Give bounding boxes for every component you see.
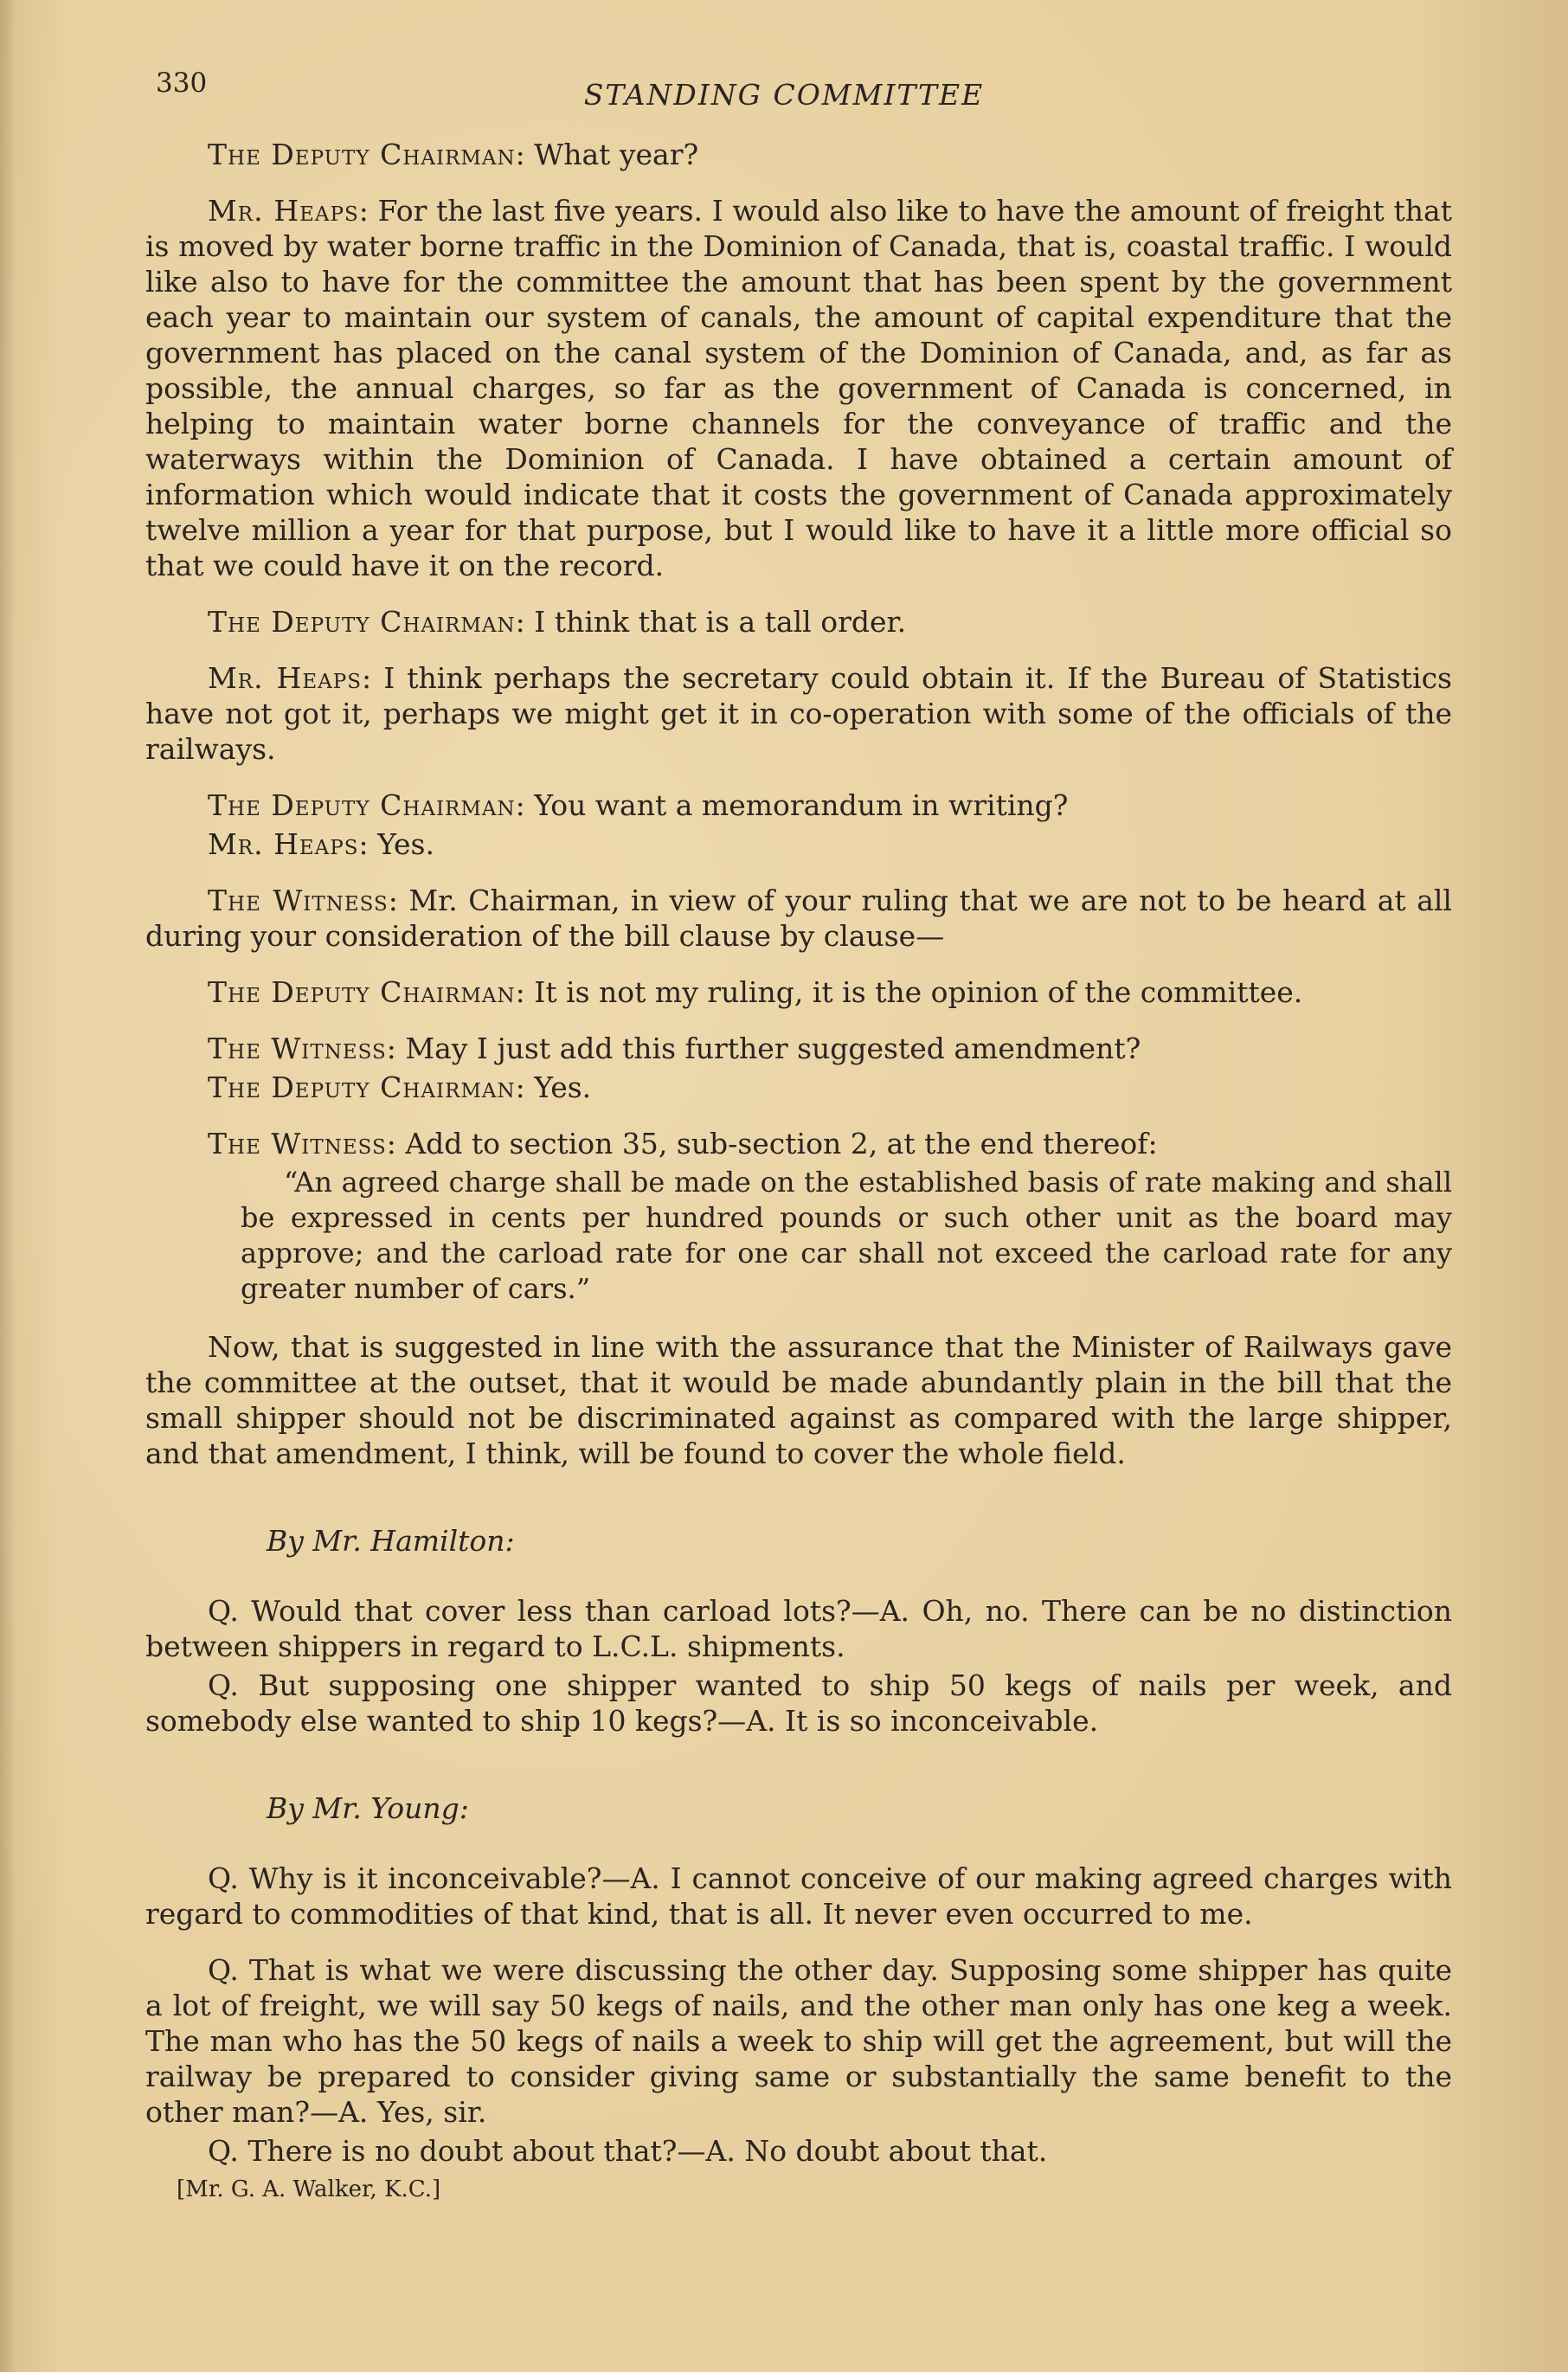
- speaker-name: The Witness: [208, 1032, 387, 1065]
- running-head: STANDING COMMITTEE: [583, 78, 985, 112]
- speaker-name: The Deputy Chairman: [208, 1070, 516, 1104]
- speaker-name: Mr. Heaps: [208, 194, 359, 228]
- speech-text: : You want a memorandum in writing?: [515, 788, 1069, 822]
- paragraph: [145, 193, 1452, 583]
- binding-shadow: [0, 0, 16, 2372]
- paragraph: Now, that is suggested in line with the assurance that the Minister of Railways gave the committee at the outset, that it would be made abundantly plain in the bill that the small shipper should not be discriminated against as compared with the large shipper, and that amendment, I think, will be found to cover the whole field.: [145, 1330, 1452, 1470]
- speech-text: : Yes.: [515, 1070, 592, 1104]
- speaker-name: Mr. Heaps: [208, 827, 359, 861]
- speech-text: : Add to section 35, sub-section 2, at the end thereof:: [386, 1127, 1158, 1160]
- question-answer: Q. There is no doubt about that?—A. No doubt about that.: [208, 2134, 1048, 2168]
- question-answer: Q. Would that cover less than carload lots?—A. Oh, no. There can be no distinction between shippers in regard to L.C.L. shipments.: [145, 1594, 1452, 1663]
- paragraph: [145, 883, 1452, 954]
- speech-text: : Mr. Chairman, in view of your ruling that we are not to be heard at all during your consideration of the bill clause by clause—: [145, 884, 1452, 953]
- paragraph: [145, 137, 1452, 172]
- paragraph: [145, 660, 1452, 767]
- page-header: [0, 67, 1568, 128]
- speaker-name: The Deputy Chairman: [208, 605, 516, 639]
- paragraph: [145, 1126, 1452, 1161]
- amendment-quote: “An agreed charge shall be made on the established basis of rate making and shall be expressed in cents per hundred pounds or such other unit as the board may approve; and the carload rate for one car shall not exceed the carload rate for any greater number of cars.”: [241, 1166, 1452, 1305]
- speech-text: : I think perhaps the secretary could obtain it. If the Bureau of Statistics have not got it, perhaps we might get it in co-operation with some of the officials of the railways.: [145, 661, 1452, 766]
- speaker-name: The Deputy Chairman: [208, 975, 516, 1009]
- speech-text: : May I just add this further suggested amendment?: [386, 1032, 1141, 1065]
- paragraph: [145, 787, 1452, 823]
- speaker-name: The Witness: [208, 884, 389, 917]
- question-answer: Q. But supposing one shipper wanted to ship 50 kegs of nails per week, and somebody else wanted to ship 10 kegs?—A. It is so inconceivable.: [145, 1668, 1452, 1738]
- examiner-heading: By Mr. Young:: [267, 1791, 469, 1825]
- paragraph: [145, 826, 1452, 862]
- speech-text: : For the last five years. I would also like to have the amount of freight that is moved by water borne traffic in the Dominion of Canada, that is, coastal traffic. I would like also to have for the committee the amount that has been spent by the government each year to maintain our system of canals, the amount of capital expenditure that the government has placed on the canal system of the Dominion of Canada, and, as far as possible, the annual charges, so far as the government of Canada is concerned, in helping to maintain water borne channels for the conveyance of traffic and the waterways within the Dominion of Canada. I have obtained a certain amount of information which would indicate that it costs the government of Canada approximately twelve million a year for that purpose, but I would like to have it a little more official so that we could have it on the record.: [145, 194, 1452, 582]
- speech-text: : What year?: [515, 138, 699, 171]
- question-answer: Q. Why is it inconceivable?—A. I cannot conceive of our making agreed charges with regard to commodities of that kind, that is all. It never even occurred to me.: [145, 1861, 1452, 1931]
- examiner-heading: By Mr. Hamilton:: [267, 1524, 515, 1558]
- paragraph: [145, 604, 1452, 640]
- witness-footer: [Mr. G. A. Walker, K.C.]: [177, 2176, 441, 2202]
- paragraph: [145, 1070, 1452, 1105]
- page-body: [145, 137, 1452, 2208]
- question-answer: Q. That is what we were discussing the other day. Supposing some shipper has quite a lot of freight, we will say 50 kegs of nails, and the other man only has one keg a week. The man who has the 50 kegs of nails a week to ship will get the agreement, but will the railway be prepared to consider giving same or substantially the same benefit to the other man?—A. Yes, sir.: [145, 1953, 1452, 2129]
- speaker-name: The Deputy Chairman: [208, 788, 516, 822]
- speaker-name: Mr. Heaps: [208, 661, 363, 695]
- speech-text: : I think that is a tall order.: [515, 605, 907, 639]
- speech-text: : Yes.: [358, 827, 434, 861]
- page-number: 330: [156, 67, 208, 99]
- speech-text: : It is not my ruling, it is the opinion of the committee.: [515, 975, 1303, 1009]
- speaker-name: The Deputy Chairman: [208, 138, 516, 171]
- paragraph: [145, 974, 1452, 1010]
- paragraph: [145, 1031, 1452, 1066]
- speaker-name: The Witness: [208, 1127, 387, 1160]
